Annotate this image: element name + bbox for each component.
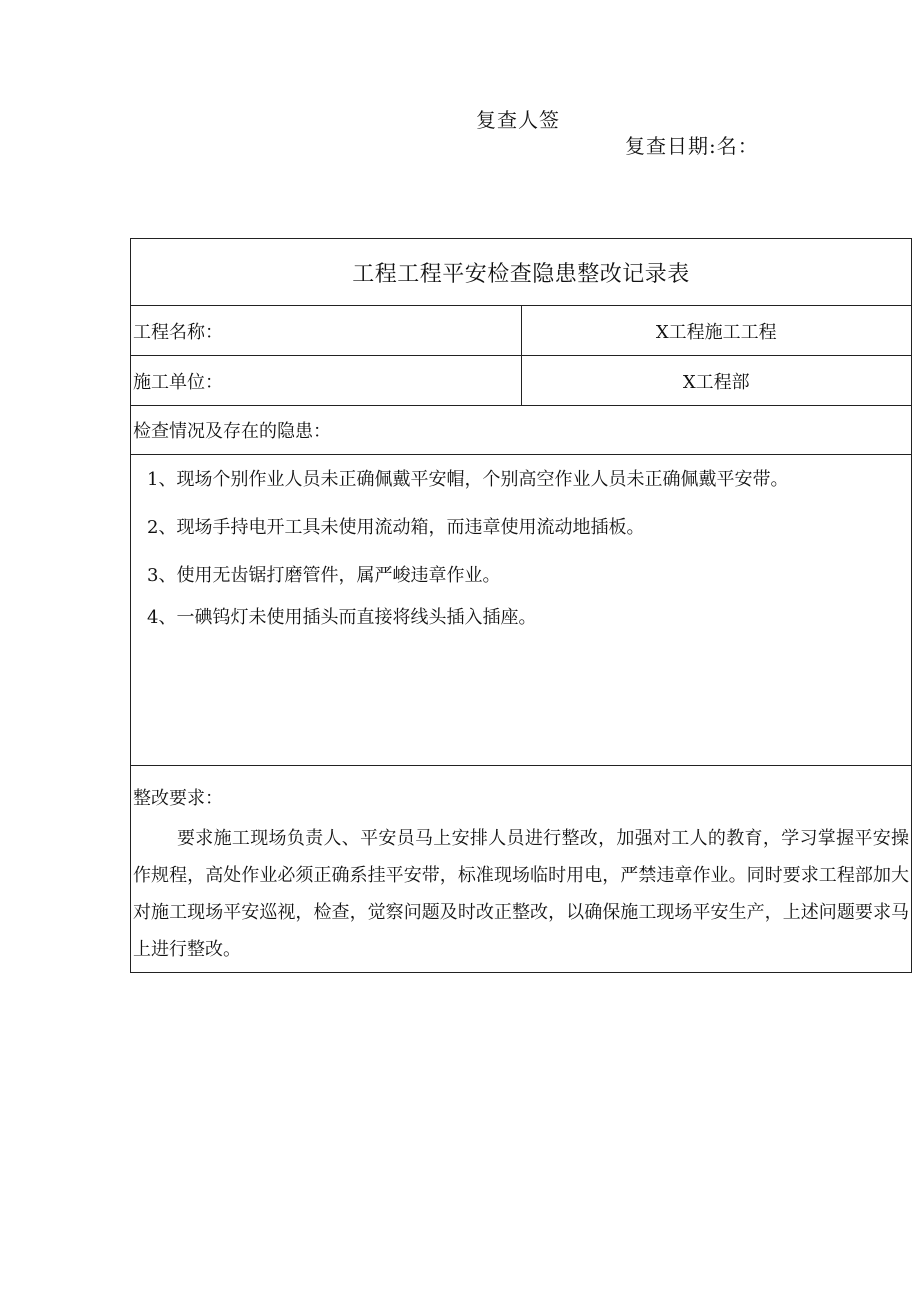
review-date-label: 复查日期:名： [625, 134, 759, 158]
rectification-text: 要求施工现场负责人、平安员马上安排人员进行整改，加强对工人的教育，学习掌握平安操作规程，高处作业必须正确系挂平安带，标准现场临时用电，严禁违章作业。同时要求工程部加大对施工现场平安巡视，检查，觉察问题及时改正整改，以确保施工现场平安生产，上述问题要求马上进行整改。 [133, 828, 909, 960]
rectification-label: 整改要求： [133, 788, 223, 809]
reviewer-signature-label: 复查人签 [476, 108, 560, 132]
construction-unit-value: X工程部 [521, 356, 912, 406]
inspection-section-label: 检查情况及存在的隐患： [131, 406, 912, 455]
form-title: 工程工程平安检查隐患整改记录表 [131, 239, 912, 306]
issues-cell [131, 455, 912, 766]
construction-unit-label: 施工单位： [131, 356, 522, 406]
issue-item: 3、使用无齿锯打磨管件，属严峻违章作业。 [147, 565, 501, 586]
project-name-value: X工程施工工程 [521, 306, 912, 356]
project-name-label: 工程名称： [131, 306, 522, 356]
rectification-cell [131, 766, 912, 973]
issue-item: 4、一碘钨灯未使用插头而直接将线头插入插座。 [147, 607, 537, 628]
rectification-record-table [130, 238, 912, 973]
issue-item: 1、现场个别作业人员未正确佩戴平安帽，个别高空作业人员未正确佩戴平安带。 [147, 469, 789, 490]
issue-item: 2、现场手持电开工具未使用流动箱，而违章使用流动地插板。 [147, 517, 645, 538]
